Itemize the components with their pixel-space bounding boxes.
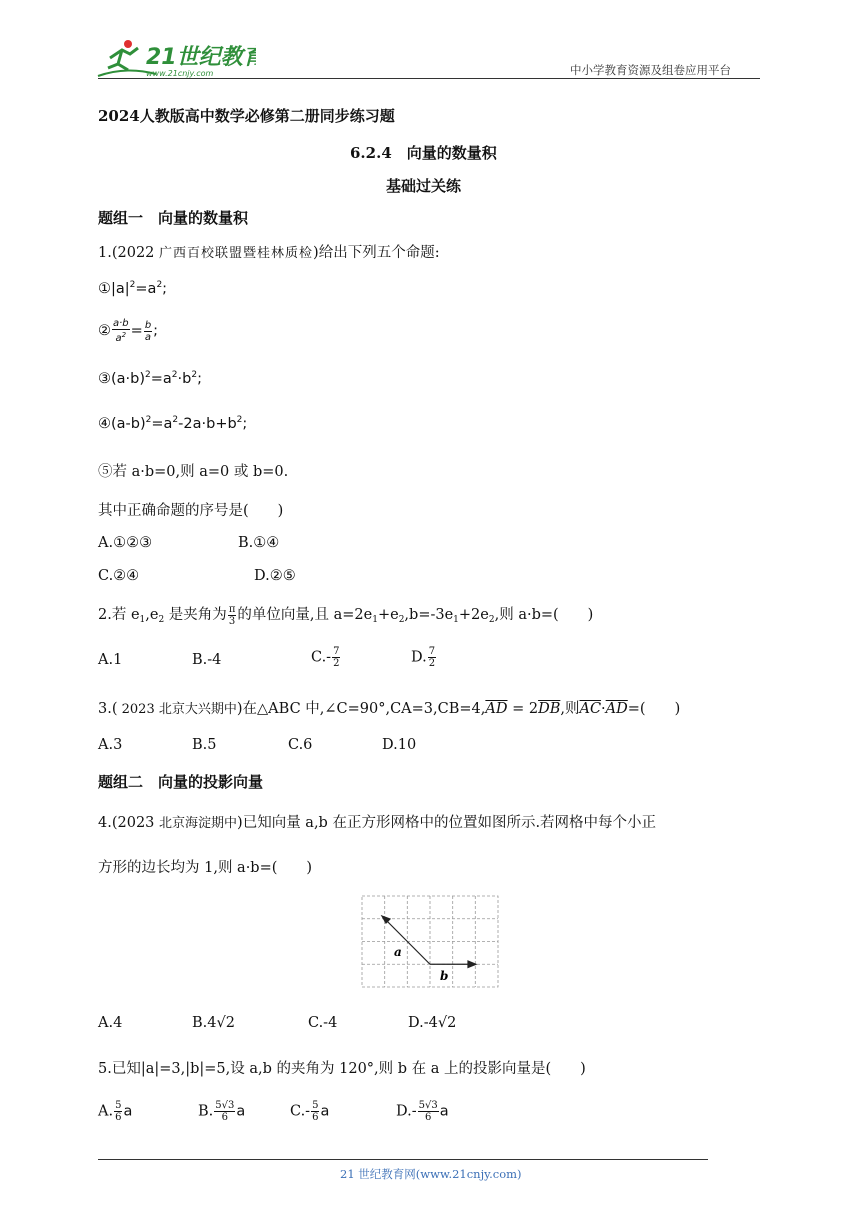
q1-option-d: D.②⑤ [254,568,296,584]
q1-prop-1: $①|a|^2=a^2$; [98,280,168,297]
q1-option-b: B.①④ [238,535,280,551]
q4-option-d: D.-4√2 [408,1015,457,1031]
q5-option-b: B. $\frac{5√3}{6}$ a [198,1100,246,1123]
logo-url: www.21cnjy.com [146,69,214,78]
q4-stem-line1: 4.(2023 北京海淀期中)已知向量 a,b 在正方形网格中的位置如图所示.若网格中每个小正 [98,815,657,831]
vector-grid-figure [360,894,500,989]
q5-stem: 5.已知|a|=3,|b|=5,设 a,b 的夹角为 120°,则 b 在 a 上的投影向量是( ) [98,1061,586,1077]
q1-stem: 1.(2022 广西百校联盟暨桂林质检)给出下列五个命题: [98,245,440,261]
q5-option-d: D.- $\frac{5√3}{6}$ a [396,1100,449,1123]
q2-stem: 2.若 $e_1,e_2$ 是夹角为 $\frac{\pi}{3}$ 的单位向量,且 $a=2e_1+e_2,b=-3e_1+2e_2$,则 a·b=( ) [98,603,594,627]
q3-option-b: B.5 [192,737,217,753]
q1-prop-2: ② $\frac{a\cdot b}{a^2}$ = $\frac{b}{a}$ ; [98,318,159,344]
q3-option-d: D.10 [382,737,417,753]
grid-lines [362,896,498,987]
q1-prop-4: $④(a-b)^2=a^2-2a\cdot b+b^2$; [98,415,248,432]
q4-stem-line2: 方形的边长均为 1,则 a·b=( ) [98,860,313,876]
doc-title: 2024人教版高中数学必修第二册同步练习题 [98,107,395,125]
label-b: b [440,969,449,983]
q1-option-c: C.②④ [98,568,140,584]
q3-stem: 3.( 2023 北京大兴期中)在△ABC 中$,\angle C=90^\circ,CA=3,CB=4,\overline{AD} = 2\overline{DB}$,则$\overline{AC}\cdot\overline{AD}=$( ) [98,701,681,717]
group2-heading: 题组二 向量的投影向量 [98,773,264,791]
group1-heading: 题组一 向量的数量积 [98,209,249,227]
q1-prop-3: $③(a\cdot b)^2=a^2\cdot b^2$; [98,370,202,387]
vector-a-arrowhead [382,916,390,923]
q2-option-d: D. $\frac{7}{2}$ [411,646,436,669]
q1-option-a: A.①②③ [98,535,153,551]
q2-option-c: C.- $\frac{7}{2}$ [311,646,340,669]
q2-option-b: B.-4 [192,652,222,668]
q4-option-c: C.-4 [308,1015,338,1031]
footer-link[interactable]: 21 世纪教育网(www.21cnjy.com) [340,1167,522,1181]
logo-text: 21世纪教育 [146,45,256,70]
site-logo [96,36,256,80]
q1-question: 其中正确命题的序号是( ) [98,503,284,519]
section-title: 6.2.4 向量的数量积 [350,144,497,162]
footer-rule [98,1159,708,1160]
vector-b-arrowhead [468,961,476,968]
q1-prop-5: ⑤若 a·b=0,则 a=0 或 b=0. [98,464,289,480]
q4-option-b: B.4√2 [192,1015,235,1031]
q2-option-a: A.1 [98,652,123,668]
q4-option-a: A.4 [98,1015,123,1031]
q3-option-c: C.6 [288,737,313,753]
q3-option-a: A.3 [98,737,123,753]
header-rule [98,78,760,79]
header-right-text: 中小学教育资源及组卷应用平台 [570,63,731,77]
q5-option-c: C.- $\frac{5}{6}$ a [290,1100,330,1123]
subtitle: 基础过关练 [386,177,462,195]
q5-option-a: A. $\frac{5}{6}$ a [98,1100,133,1123]
label-a: a [394,945,402,959]
